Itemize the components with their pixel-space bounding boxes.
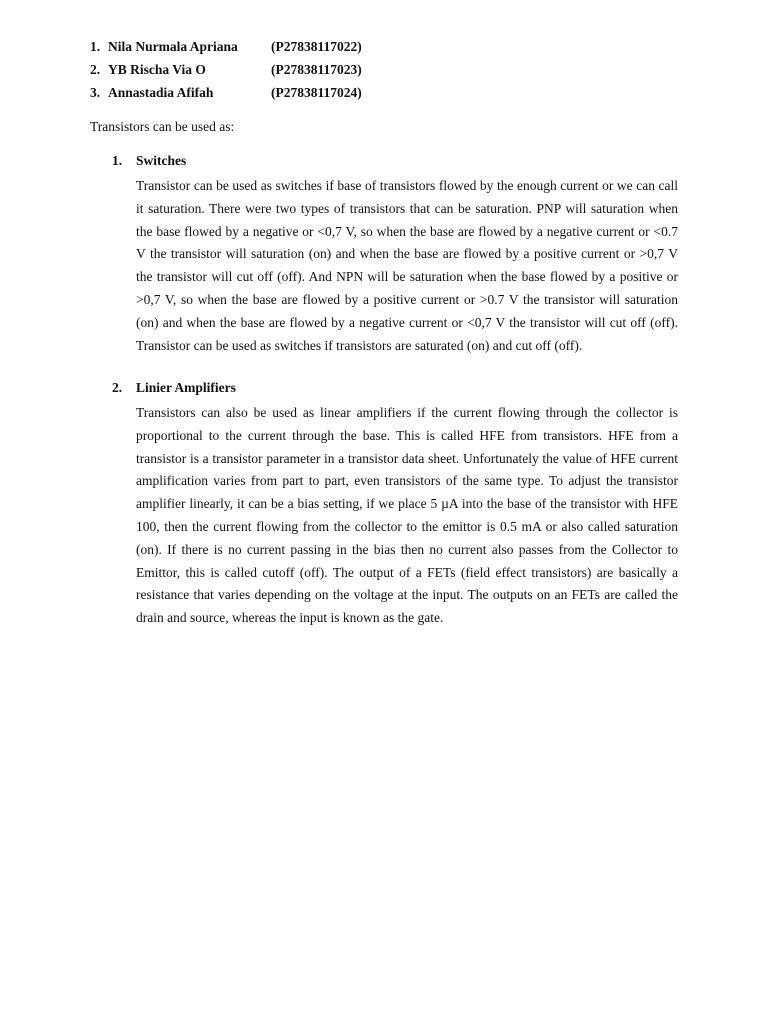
section-body: Transistors can also be used as linear amplifiers if the current flowing through the collector is proportional to the current through the base. This is called HFE from transistors. HFE from a transistor is a transistor parameter in a transistor data sheet. Unfortunately the value of HFE current amplification varies from part to part, even transistors of the same type. To adjust the transistor amplifier linearly, it can be a bias setting, if we place 5 µA into the base of the transistor with HFE 100, then the current flowing from the collector to the emittor is 0.5 mA or also called saturation (on). If there is no current passing in the bias then no current also passes from the Collector to Emittor, this is called cutoff (off). The output of a FETs (field effect transistors) are basically a resistance that varies depending on the voltage at the input. The outputs on an FETs are called the drain and source, whereas the input is known as the gate.: [136, 405, 678, 626]
author-number: 3.: [90, 85, 101, 100]
section-heading: [112, 379, 678, 402]
section-linier-amplifiers: [112, 379, 678, 630]
author-item: [90, 38, 362, 61]
author-student-id: (P27838117022): [271, 39, 362, 54]
author-name: Annastadia Afifah: [108, 85, 214, 100]
author-student-id: (P27838117024): [271, 85, 362, 100]
author-name: YB Rischa Via O: [108, 62, 206, 77]
author-number: 2.: [90, 62, 101, 77]
section-switches: [112, 152, 678, 357]
section-number: 2.: [112, 380, 123, 395]
section-number: 1.: [112, 153, 123, 168]
author-item: [90, 61, 362, 84]
author-item: [90, 84, 362, 107]
author-name: Nila Nurmala Apriana: [108, 39, 238, 54]
section-title: Switches: [136, 153, 187, 168]
section-body: Transistor can be used as switches if base of transistors flowed by the enough current or we can call it saturation. There were two types of transistors that can be saturation. PNP will saturation when the base flowed by a negative or <0,7 V, so when the base are flowed by a negative current or <0.7 V the transistor will saturation (on) and when the base are flowed by a positive current or >0,7 V the transistor will cut off (off). And NPN will be saturation when the base flowed by a positive or >0,7 V, so when the base are flowed by a positive current or >0.7 V the transistor will saturation (on) and when the base are flowed by a negative current or <0,7 V the transistor will cut off (off). Transistor can be used as switches if transistors are saturated (on) and cut off (off).: [136, 178, 678, 353]
author-number: 1.: [90, 39, 101, 54]
intro-sentence: Transistors can be used as:: [90, 119, 235, 134]
author-list: [90, 38, 362, 107]
author-student-id: (P27838117023): [271, 62, 362, 77]
section-heading: [112, 152, 678, 175]
section-title: Linier Amplifiers: [136, 380, 236, 395]
